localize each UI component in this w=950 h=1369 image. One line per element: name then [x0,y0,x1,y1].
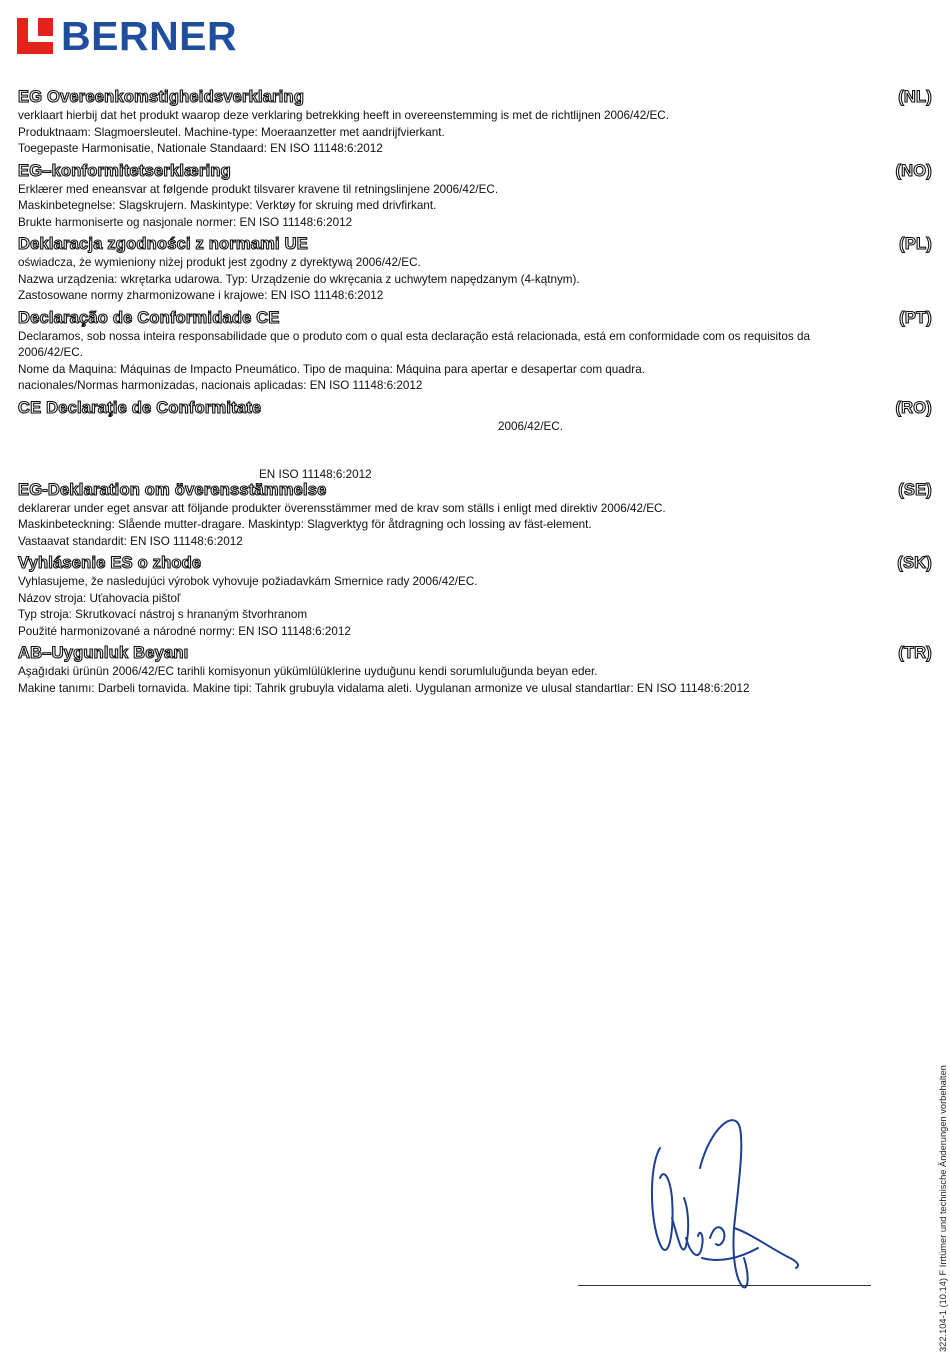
section-ro [18,398,932,481]
section-title: EG–konformitetserklæring [18,161,231,180]
section-line: Názov stroja: Uťahovacia pištoľ [18,591,181,605]
language-code: (PT) [899,308,932,327]
section-pl [18,235,932,305]
language-code: (PL) [899,235,932,253]
language-code: (NO) [895,161,932,180]
section-line: Nome da Maquina: Máquinas de Impacto Pneumático. Tipo de maquina: Máquina para apertar e desapertar com quadra. [18,362,645,376]
section-line: EN ISO 11148:6:2012 [259,468,372,481]
section-nl [18,88,932,158]
side-note-text: 322.104-1 (10.14) F Irrtümer und technische Änderungen vorbehalten [937,1065,948,1352]
section-title: Vyhlásenie ES o zhode [18,554,202,572]
brand-logo [17,13,238,59]
declarations [18,88,932,697]
section-pt [18,309,932,395]
section-line: Maskinbeteckning: Slående mutter-dragare. Maskintyp: Slagverktyg för åtdragning och lossing av fäst-element. [18,518,592,531]
section-line: 2006/42/EC. [498,419,563,433]
section-line: Zastosowane normy zharmonizowane i krajowe: EN ISO 11148:6:2012 [18,289,384,302]
section-line: Erklærer med eneansvar at følgende produkt tilsvarer kravene til retningslinjene 2006/42/EC. [18,182,499,196]
section-line: deklarerar under eget ansvar att följande produkter överensstämmer med de krav som ställs i enligt med direktiv 2006/42/EC. [18,501,666,515]
section-no [18,162,932,232]
section-line: Vastaavat standardit: EN ISO 11148:6:2012 [18,534,243,548]
brand-name: BERNER [61,13,238,59]
section-title: CE Declaraţie de Conformitate [18,398,262,417]
section-line: Declaramos, sob nossa inteira responsabilidade que o produto com o qual esta declaração está relacionada, está em conformidade com os requisitos da 2006/42/EC. [18,329,810,359]
language-code: (RO) [895,398,932,417]
section-line: Použité harmonizované a národné normy: EN ISO 11148:6:2012 [18,624,351,638]
language-code: (SK) [897,554,932,572]
section-title: EG Overeenkomstigheidsverklaring [18,88,305,106]
language-code: (TR) [898,644,932,662]
document-side-note [934,1020,950,1352]
section-tr [18,644,932,697]
section-title: Declaração de Conformidade CE [18,308,280,327]
section-line: Produktnaam: Slagmoersleutel. Machine-type: Moeraanzetter met aandrijfvierkant. [18,125,445,139]
section-sk [18,554,932,640]
section-line: oświadcza, że wymieniony niżej produkt jest zgodny z dyrektywą 2006/42/EC. [18,256,421,269]
section-line: nacionales/Normas harmonizadas, nacionais aplicadas: EN ISO 11148:6:2012 [18,379,423,392]
section-line: Typ stroja: Skrutkovací nástroj s hrananým štvorhranom [18,608,308,621]
section-title: AB–Uygunluk Beyanı [18,644,189,662]
section-title: Deklaracja zgodności z normami UE [18,235,308,253]
section-line: Maskinbetegnelse: Slagskrujern. Maskintype: Verktøy for skruing med drivfirkant. [18,199,437,212]
berner-l-mark-icon [17,18,53,54]
language-code: (NL) [898,88,932,106]
section-line: Aşağıdaki ürünün 2006/42/EC tarihli komisyonun yükümlülüklerine uyduğunu kendi sorumluluğunda beyan eder. [18,665,598,678]
signature-line [578,1285,871,1286]
section-line: verklaart hierbij dat het produkt waarop deze verklaring betrekking heeft in overeenstemming is met de richtlijnen 2006/42/EC. [18,109,669,122]
section-se [18,481,932,551]
section-line: Nazwa urządzenia: wkrętarka udarowa. Typ: Urządzenie do wkręcania z uchwytem napędzanym (4-kątnym). [18,272,580,286]
handwritten-signature [640,1108,810,1293]
language-code: (SE) [898,480,932,499]
section-line: Makine tanımı: Darbeli tornavida. Makine tipi: Tahrik grubuyla vidalama aleti. Uygulanan armonize ve ulusal standartlar: EN ISO 11148:6:2012 [18,681,750,695]
section-line: Brukte harmoniserte og nasjonale normer: EN ISO 11148:6:2012 [18,215,353,229]
section-title: EG-Deklaration om överensstämmelse [18,480,327,499]
section-line: Vyhlasujeme, že nasledujúci výrobok vyhovuje požiadavkám Smernice rady 2006/42/EC. [18,575,478,588]
section-line: Toegepaste Harmonisatie, Nationale Standaard: EN ISO 11148:6:2012 [18,142,383,155]
